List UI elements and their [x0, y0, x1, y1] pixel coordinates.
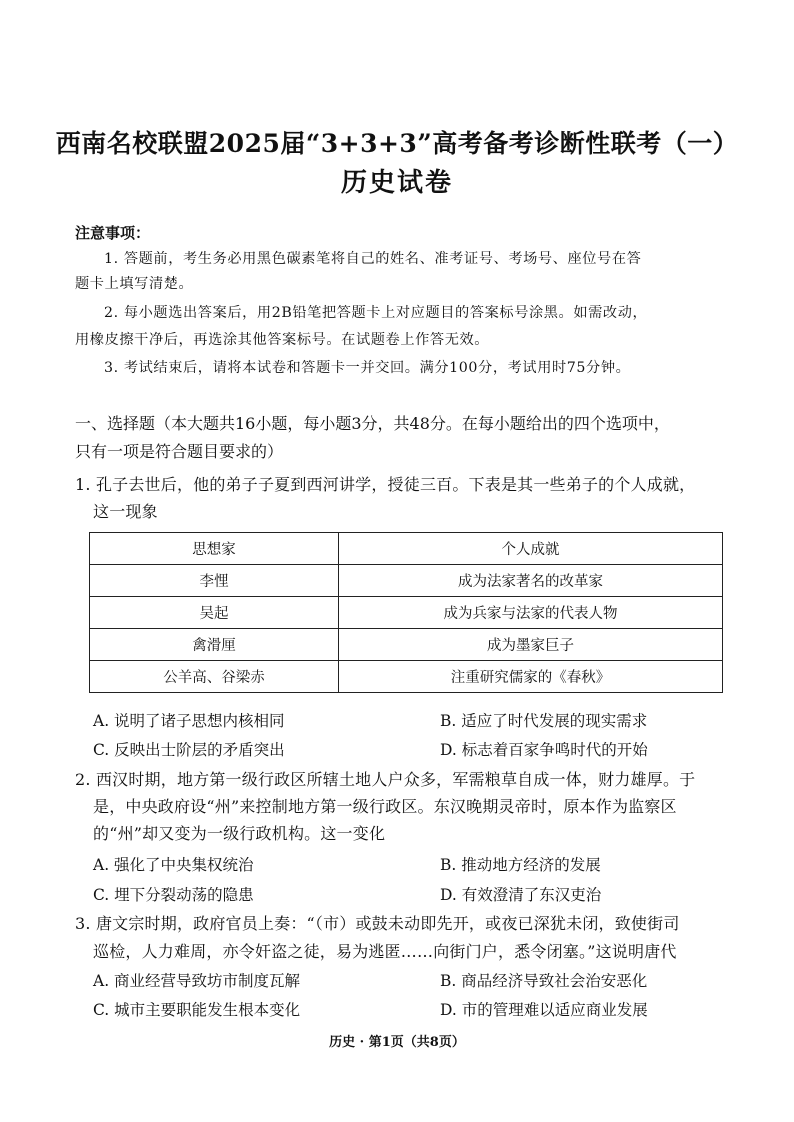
table-cell: 吴起 [90, 597, 339, 629]
question-2-option-d[interactable]: D. 有效澄清了东汉吏治 [440, 886, 602, 904]
table-header-cell: 思想家 [90, 533, 339, 565]
section-heading: 一、选择题（本大题共16小题，每小题3分，共48分。在每小题给出的四个选项中， [75, 414, 670, 433]
notice-line: 3. 考试结束后，请将本试卷和答题卡一并交回。满分100分，考试用时75分钟。 [104, 360, 631, 376]
question-1-stem: 1. 孔子去世后，他的弟子子夏到西河讲学，授徒三百。下表是其一些弟子的个人成就， [75, 475, 696, 494]
question-2-stem-cont: 的“州”却又变为一级行政机构。这一变化 [93, 824, 386, 843]
section-heading-cont: 只有一项是符合题目要求的） [75, 442, 284, 461]
notice-line: 1. 答题前，考生务必用黑色碳素笔将自己的姓名、准考证号、考场号、座位号在答 [104, 251, 642, 267]
disciples-table [89, 532, 723, 693]
question-2-option-b[interactable]: B. 推动地方经济的发展 [440, 856, 601, 874]
table-cell: 成为墨家巨子 [339, 629, 723, 661]
table-cell: 公羊高、谷梁赤 [90, 661, 339, 693]
question-3-stem-cont: 巡检，人力难周，亦令奸盗之徒，易为逃匿……向街门户，悉令闭塞。”这说明唐代 [93, 942, 677, 961]
table-cell: 成为兵家与法家的代表人物 [339, 597, 723, 629]
question-2-option-a[interactable]: A. 强化了中央集权统治 [93, 856, 254, 874]
notice-line: 用橡皮擦干净后，再选涂其他答案标号。在试题卷上作答无效。 [75, 332, 490, 348]
table-cell: 李悝 [90, 565, 339, 597]
question-2-option-c[interactable]: C. 埋下分裂动荡的隐患 [93, 886, 254, 904]
question-2-stem: 2. 西汉时期，地方第一级行政区所辖土地人户众多，军需粮草自成一体，财力雄厚。于 [75, 770, 696, 789]
question-1-option-c[interactable]: C. 反映出士阶层的矛盾突出 [93, 741, 285, 759]
exam-title: 西南名校联盟2025届“3+3+3”高考备考诊断性联考（一） [55, 129, 739, 158]
question-3-option-d[interactable]: D. 市的管理难以适应商业发展 [440, 1001, 648, 1019]
table-header-row [90, 533, 723, 565]
table-row [90, 597, 723, 629]
notice-heading: 注意事项： [75, 224, 151, 242]
question-3-option-a[interactable]: A. 商业经营导致坊市制度瓦解 [93, 972, 301, 990]
question-3-option-b[interactable]: B. 商品经济导致社会治安恶化 [440, 972, 648, 990]
table-row [90, 629, 723, 661]
question-1-option-a[interactable]: A. 说明了诸子思想内核相同 [93, 712, 285, 730]
question-1-option-d[interactable]: D. 标志着百家争鸣时代的开始 [440, 741, 648, 759]
table-cell: 注重研究儒家的《春秋》 [339, 661, 723, 693]
table-cell: 成为法家著名的改革家 [339, 565, 723, 597]
table-row [90, 661, 723, 693]
question-1-stem-cont: 这一现象 [93, 502, 158, 521]
table-header-cell: 个人成就 [339, 533, 723, 565]
notice-line: 2. 每小题选出答案后，用2B铅笔把答题卡上对应题目的答案标号涂黑。如需改动， [104, 305, 648, 321]
page-footer: 历史 · 第1页（共8页） [329, 1035, 465, 1050]
table-row [90, 565, 723, 597]
notice-line: 题卡上填写清楚。 [75, 276, 194, 292]
exam-subject-title: 历史试卷 [340, 168, 453, 198]
question-1-option-b[interactable]: B. 适应了时代发展的现实需求 [440, 712, 648, 730]
table-cell: 禽滑厘 [90, 629, 339, 661]
question-3-stem: 3. 唐文宗时期，政府官员上奏：“（市）或鼓未动即先开，或夜已深犹未闭，致使街司 [75, 914, 680, 933]
question-2-stem-cont: 是，中央政府设“州”来控制地方第一级行政区。东汉晚期灵帝时，原本作为监察区 [93, 797, 677, 816]
question-3-option-c[interactable]: C. 城市主要职能发生根本变化 [93, 1001, 301, 1019]
